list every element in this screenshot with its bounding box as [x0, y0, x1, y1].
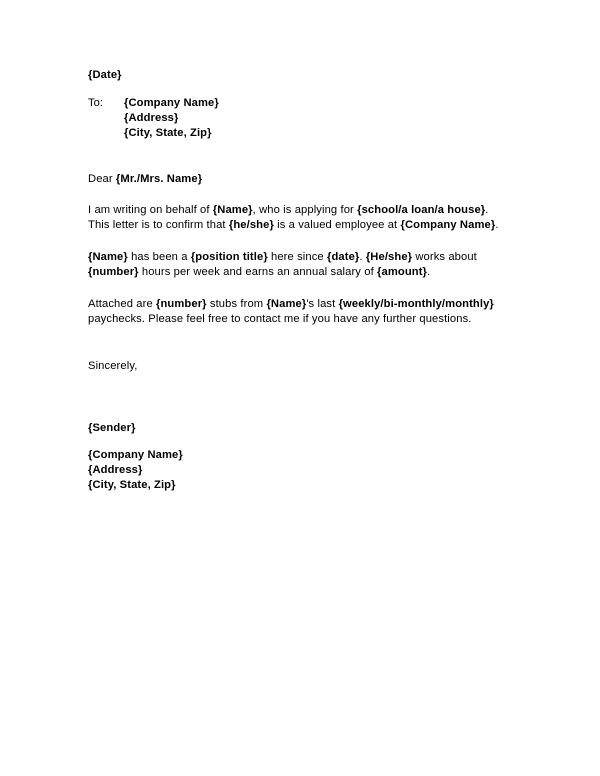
body-text-run: is a valued employee at	[273, 219, 401, 231]
placeholder-field: {date}	[326, 251, 360, 263]
recipient-address-block	[124, 96, 558, 141]
placeholder-field: {number}	[88, 266, 139, 278]
salutation	[88, 172, 558, 187]
placeholder-field: {Name}	[88, 251, 128, 263]
placeholder-field: {position title}	[190, 251, 268, 263]
closing-line: Sincerely,	[88, 360, 138, 372]
sender-name: {Sender}	[88, 422, 136, 434]
placeholder-field: {Name}	[212, 204, 253, 216]
body-text-run: 's last	[306, 298, 339, 310]
letter-body	[88, 68, 558, 493]
body-text-run: works about	[412, 251, 477, 263]
placeholder-field: {Company Name}	[400, 219, 496, 231]
recipient-block	[88, 96, 558, 141]
placeholder-field: {Name}	[266, 298, 307, 310]
body-text-run: hours per week and earns an annual salary of	[138, 266, 378, 278]
body-text-run: , who is applying for	[252, 204, 358, 216]
sender-city-state-zip: {City, State, Zip}	[88, 479, 176, 491]
sender-address: {Address}	[88, 464, 143, 476]
recipient-city-state-zip: {City, State, Zip}	[124, 127, 212, 139]
placeholder-field: {amount}	[377, 266, 428, 278]
salutation-greeting: Dear	[88, 173, 116, 185]
paragraph-2	[88, 250, 558, 280]
body-text-run: This letter is to confirm that	[88, 219, 229, 231]
body-text-run: .	[495, 219, 499, 231]
paragraph-2-line-1	[88, 250, 558, 265]
paragraph-2-line-2	[88, 265, 558, 280]
body-text-run: .	[359, 251, 366, 263]
recipient-address: {Address}	[124, 112, 179, 124]
body-text-run: has been a	[127, 251, 191, 263]
placeholder-field: {school/a loan/a house}	[357, 204, 486, 216]
placeholder-field: {he/she}	[228, 219, 274, 231]
paragraph-1-line-1	[88, 203, 558, 218]
recipient-to-row	[88, 96, 558, 141]
body-text-run: here since	[267, 251, 327, 263]
placeholder-field: {weekly/bi-monthly/monthly}	[338, 298, 494, 310]
body-text-run: .	[485, 204, 489, 216]
body-text-run: paychecks. Please feel free to contact me if you have any further questions.	[88, 313, 472, 325]
placeholder-field: {number}	[156, 298, 207, 310]
paragraph-3-line-2	[88, 312, 558, 327]
body-text-run: stubs from	[206, 298, 267, 310]
recipient-company: {Company Name}	[124, 97, 219, 109]
sender-address-block	[88, 448, 558, 493]
sender-company: {Company Name}	[88, 449, 183, 461]
salutation-name-field: {Mr./Mrs. Name}	[115, 173, 203, 185]
placeholder-field: {He/she}	[365, 251, 413, 263]
body-text-run: Attached are	[88, 298, 157, 310]
to-label: To:	[88, 97, 103, 109]
paragraph-3	[88, 297, 558, 327]
date-field: {Date}	[88, 69, 122, 81]
paragraph-1	[88, 203, 558, 233]
paragraph-3-line-1	[88, 297, 558, 312]
body-text-run: I am writing on behalf of	[88, 204, 213, 216]
paragraph-1-line-2	[88, 218, 558, 233]
body-text-run: .	[427, 266, 431, 278]
